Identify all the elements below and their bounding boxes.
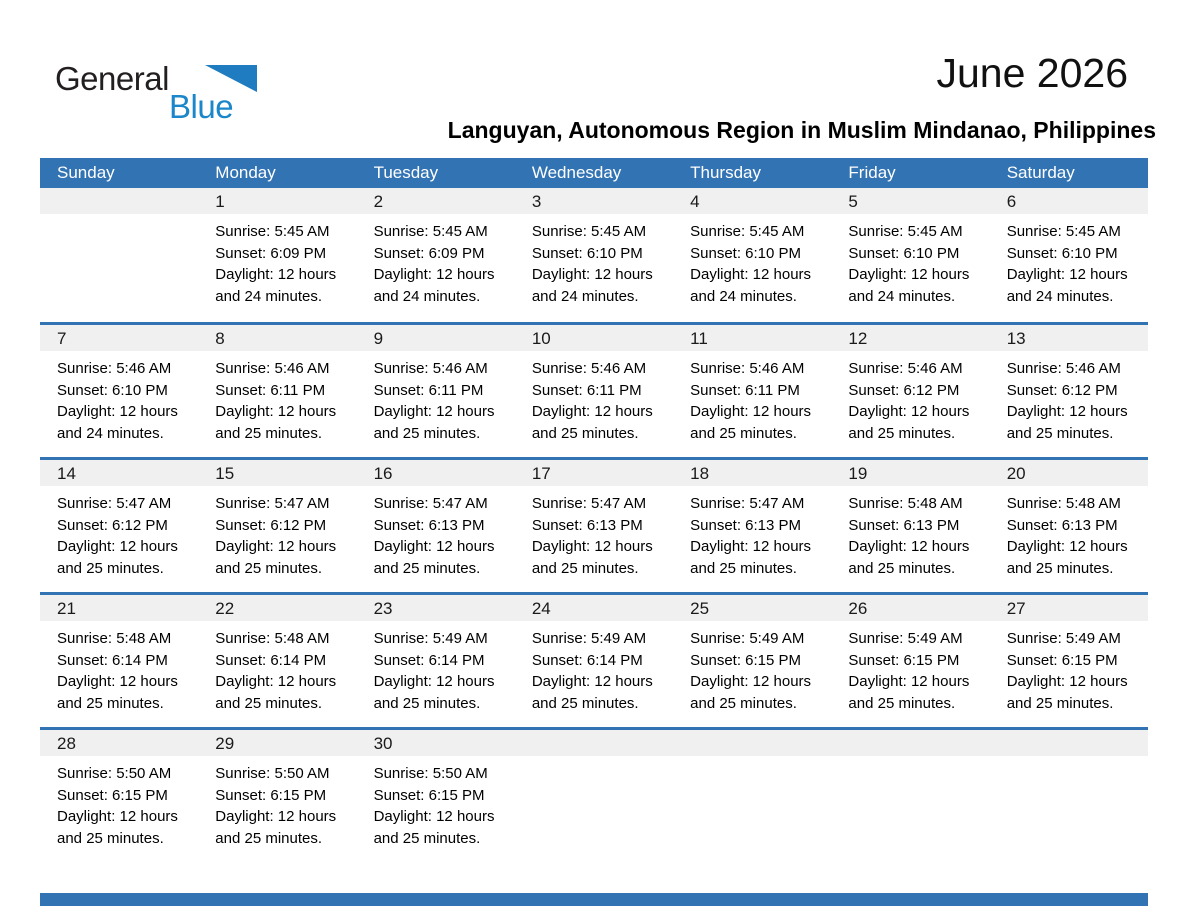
day-info (198, 214, 350, 307)
day-number: 6 (990, 188, 1148, 214)
day-number: 19 (831, 460, 989, 486)
daylight-text: Daylight: 12 hours and 25 minutes. (848, 673, 970, 712)
sunrise-text: Sunrise: 5:48 AM (215, 630, 330, 647)
sunrise-text: Sunrise: 5:45 AM (848, 223, 963, 240)
sunset-text: Sunset: 6:10 PM (848, 244, 960, 262)
sunset-text: Sunset: 6:13 PM (373, 516, 485, 534)
day-cell-23 (357, 595, 515, 727)
sunset-text: Sunset: 6:14 PM (531, 651, 643, 669)
sunset-text: Sunset: 6:15 PM (215, 786, 327, 804)
day-cell-10 (515, 325, 673, 457)
day-info (515, 486, 667, 579)
weekday-header-monday: Monday (215, 163, 276, 182)
day-number: 17 (515, 460, 673, 486)
sunrise-text: Sunrise: 5:47 AM (690, 495, 805, 512)
sunrise-text: Sunrise: 5:50 AM (373, 765, 488, 782)
day-cell-21 (40, 595, 198, 727)
day-info (40, 486, 192, 579)
day-info (831, 486, 983, 579)
month-title: June 2026 (936, 50, 1128, 96)
day-number: 10 (515, 325, 673, 351)
day-number: 5 (831, 188, 989, 214)
sunrise-text: Sunrise: 5:49 AM (373, 630, 488, 647)
day-info (357, 621, 509, 714)
day-cell-5 (831, 188, 989, 322)
logo-text-blue: Blue (169, 88, 234, 125)
daylight-text: Daylight: 12 hours and 25 minutes. (1006, 403, 1128, 442)
day-number (40, 188, 198, 214)
day-info (198, 621, 350, 714)
day-cell-9 (357, 325, 515, 457)
daylight-text: Daylight: 12 hours and 25 minutes. (1006, 538, 1128, 577)
day-cell-20 (990, 460, 1148, 592)
day-cell-27 (990, 595, 1148, 727)
week-row (40, 457, 1148, 592)
sunrise-text: Sunrise: 5:48 AM (848, 495, 963, 512)
weekday-header-thursday: Thursday (690, 163, 762, 182)
day-number: 27 (990, 595, 1148, 621)
day-info (673, 621, 825, 714)
day-number: 1 (198, 188, 356, 214)
day-number: 30 (357, 730, 515, 756)
day-cell-15 (198, 460, 356, 592)
sunrise-text: Sunrise: 5:46 AM (215, 360, 330, 377)
sunset-text: Sunset: 6:09 PM (373, 244, 485, 262)
daylight-text: Daylight: 12 hours and 25 minutes. (690, 673, 812, 712)
day-info (990, 351, 1142, 444)
day-number: 7 (40, 325, 198, 351)
sunrise-text: Sunrise: 5:49 AM (531, 630, 647, 647)
sunset-text: Sunset: 6:13 PM (1006, 516, 1118, 534)
footer-bar (40, 893, 1148, 906)
weekday-header-sunday: Sunday (57, 163, 115, 182)
sunset-text: Sunset: 6:10 PM (1006, 244, 1118, 262)
day-info (40, 756, 192, 849)
sunset-text: Sunset: 6:12 PM (57, 516, 168, 534)
day-info (198, 756, 350, 849)
sunset-text: Sunset: 6:13 PM (848, 516, 960, 534)
daylight-text: Daylight: 12 hours and 25 minutes. (690, 538, 812, 577)
calendar-weeks (40, 188, 1148, 862)
sunrise-text: Sunrise: 5:45 AM (531, 223, 647, 240)
day-cell-1 (198, 188, 356, 322)
sunrise-text: Sunrise: 5:47 AM (215, 495, 330, 512)
sunset-text: Sunset: 6:10 PM (531, 244, 643, 262)
day-cell-29 (198, 730, 356, 862)
sunrise-text: Sunrise: 5:46 AM (373, 360, 488, 377)
day-number: 26 (831, 595, 989, 621)
daylight-text: Daylight: 12 hours and 25 minutes. (57, 808, 178, 847)
daylight-text: Daylight: 12 hours and 24 minutes. (690, 266, 812, 305)
daylight-text: Daylight: 12 hours and 24 minutes. (1006, 266, 1128, 305)
day-cell-16 (357, 460, 515, 592)
sunset-text: Sunset: 6:14 PM (215, 651, 327, 669)
sunset-text: Sunset: 6:13 PM (531, 516, 643, 534)
day-info (357, 486, 509, 579)
sunrise-text: Sunrise: 5:48 AM (1006, 495, 1121, 512)
sunset-text: Sunset: 6:13 PM (690, 516, 802, 534)
day-number (831, 730, 989, 756)
day-info (357, 214, 509, 307)
sunset-text: Sunset: 6:15 PM (373, 786, 485, 804)
day-cell-28 (40, 730, 198, 862)
day-number: 15 (198, 460, 356, 486)
sunset-text: Sunset: 6:15 PM (690, 651, 802, 669)
day-cell-26 (831, 595, 989, 727)
sunrise-text: Sunrise: 5:48 AM (57, 630, 172, 647)
sunset-text: Sunset: 6:10 PM (690, 244, 802, 262)
calendar-table (40, 158, 1148, 862)
day-cell-7 (40, 325, 198, 457)
day-number: 4 (673, 188, 831, 214)
sunset-text: Sunset: 6:15 PM (848, 651, 960, 669)
daylight-text: Daylight: 12 hours and 24 minutes. (848, 266, 970, 305)
day-info (673, 486, 825, 579)
day-info (990, 214, 1142, 307)
day-info (515, 214, 667, 307)
day-number: 28 (40, 730, 198, 756)
day-number: 24 (515, 595, 673, 621)
day-number: 14 (40, 460, 198, 486)
day-info (357, 351, 509, 444)
day-number: 18 (673, 460, 831, 486)
sunset-text: Sunset: 6:12 PM (215, 516, 327, 534)
day-number (990, 730, 1148, 756)
sunset-text: Sunset: 6:10 PM (57, 381, 168, 399)
day-info (673, 351, 825, 444)
week-row (40, 188, 1148, 322)
week-row (40, 592, 1148, 727)
day-info (198, 486, 350, 579)
day-cell-30 (357, 730, 515, 862)
sunrise-text: Sunrise: 5:46 AM (1006, 360, 1121, 377)
day-info (831, 351, 983, 444)
sunset-text: Sunset: 6:12 PM (1006, 381, 1118, 399)
day-number: 16 (357, 460, 515, 486)
daylight-text: Daylight: 12 hours and 25 minutes. (1006, 673, 1128, 712)
day-number: 20 (990, 460, 1148, 486)
day-info (673, 214, 825, 307)
weekday-header-friday: Friday (848, 163, 896, 182)
daylight-text: Daylight: 12 hours and 25 minutes. (373, 538, 495, 577)
day-info (990, 621, 1142, 714)
daylight-text: Daylight: 12 hours and 25 minutes. (690, 403, 812, 442)
day-number: 9 (357, 325, 515, 351)
day-cell-25 (673, 595, 831, 727)
sunrise-text: Sunrise: 5:45 AM (1006, 223, 1121, 240)
weekday-header-saturday: Saturday (1006, 163, 1075, 182)
daylight-text: Daylight: 12 hours and 25 minutes. (57, 538, 178, 577)
sunset-text: Sunset: 6:12 PM (848, 381, 960, 399)
day-info (990, 486, 1142, 579)
daylight-text: Daylight: 12 hours and 25 minutes. (215, 808, 337, 847)
sunset-text: Sunset: 6:14 PM (57, 651, 168, 669)
sunrise-text: Sunrise: 5:49 AM (1006, 630, 1121, 647)
daylight-text: Daylight: 12 hours and 25 minutes. (373, 808, 495, 847)
weekday-header-wednesday: Wednesday (531, 163, 622, 182)
day-cell-24 (515, 595, 673, 727)
sunset-text: Sunset: 6:11 PM (531, 381, 642, 399)
day-cell-3 (515, 188, 673, 322)
day-cell-12 (831, 325, 989, 457)
day-number: 11 (673, 325, 831, 351)
general-blue-logo (55, 60, 234, 125)
daylight-text: Daylight: 12 hours and 24 minutes. (531, 266, 653, 305)
day-cell-13 (990, 325, 1148, 457)
location-title: Languyan, Autonomous Region in Muslim Mindanao, Philippines (447, 117, 1156, 143)
sunset-text: Sunset: 6:11 PM (373, 381, 484, 399)
day-cell-17 (515, 460, 673, 592)
logo-text-general: General (55, 60, 169, 97)
sunrise-text: Sunrise: 5:46 AM (690, 360, 805, 377)
sunset-text: Sunset: 6:15 PM (1006, 651, 1118, 669)
daylight-text: Daylight: 12 hours and 25 minutes. (215, 673, 337, 712)
day-number: 22 (198, 595, 356, 621)
day-info (515, 351, 667, 444)
day-number: 25 (673, 595, 831, 621)
week-row (40, 322, 1148, 457)
day-info (515, 621, 667, 714)
day-cell-6 (990, 188, 1148, 322)
sunrise-text: Sunrise: 5:49 AM (690, 630, 805, 647)
day-cell-empty (40, 188, 198, 322)
day-number: 8 (198, 325, 356, 351)
daylight-text: Daylight: 12 hours and 25 minutes. (373, 403, 495, 442)
daylight-text: Daylight: 12 hours and 24 minutes. (215, 266, 337, 305)
sunrise-text: Sunrise: 5:46 AM (57, 360, 172, 377)
day-info (831, 214, 983, 307)
day-number: 12 (831, 325, 989, 351)
day-info (198, 351, 350, 444)
week-row (40, 727, 1148, 862)
sunrise-text: Sunrise: 5:49 AM (848, 630, 963, 647)
sunrise-text: Sunrise: 5:47 AM (531, 495, 647, 512)
sunset-text: Sunset: 6:09 PM (215, 244, 327, 262)
daylight-text: Daylight: 12 hours and 25 minutes. (57, 673, 178, 712)
sunrise-text: Sunrise: 5:46 AM (848, 360, 963, 377)
sunset-text: Sunset: 6:11 PM (690, 381, 800, 399)
day-number: 29 (198, 730, 356, 756)
sunrise-text: Sunrise: 5:50 AM (215, 765, 330, 782)
sunset-text: Sunset: 6:11 PM (215, 381, 326, 399)
daylight-text: Daylight: 12 hours and 25 minutes. (848, 538, 970, 577)
daylight-text: Daylight: 12 hours and 25 minutes. (215, 538, 337, 577)
day-number: 21 (40, 595, 198, 621)
sunrise-text: Sunrise: 5:46 AM (531, 360, 647, 377)
daylight-text: Daylight: 12 hours and 25 minutes. (531, 403, 653, 442)
day-cell-19 (831, 460, 989, 592)
day-cell-empty (515, 730, 673, 862)
daylight-text: Daylight: 12 hours and 25 minutes. (215, 403, 337, 442)
day-cell-4 (673, 188, 831, 322)
day-number (515, 730, 673, 756)
daylight-text: Daylight: 12 hours and 25 minutes. (848, 403, 970, 442)
sunset-text: Sunset: 6:14 PM (373, 651, 485, 669)
day-cell-empty (831, 730, 989, 862)
day-info (357, 756, 509, 849)
day-info (831, 621, 983, 714)
day-cell-2 (357, 188, 515, 322)
day-cell-22 (198, 595, 356, 727)
weekday-header-row (40, 158, 1148, 188)
sunrise-text: Sunrise: 5:47 AM (373, 495, 488, 512)
day-cell-14 (40, 460, 198, 592)
day-number: 13 (990, 325, 1148, 351)
day-cell-18 (673, 460, 831, 592)
day-cell-8 (198, 325, 356, 457)
daylight-text: Daylight: 12 hours and 24 minutes. (57, 403, 178, 442)
day-info (40, 621, 192, 714)
sunset-text: Sunset: 6:15 PM (57, 786, 168, 804)
day-info (40, 351, 192, 444)
sunrise-text: Sunrise: 5:45 AM (215, 223, 330, 240)
day-cell-empty (673, 730, 831, 862)
day-number (673, 730, 831, 756)
day-cell-11 (673, 325, 831, 457)
day-number: 23 (357, 595, 515, 621)
daylight-text: Daylight: 12 hours and 25 minutes. (531, 538, 653, 577)
daylight-text: Daylight: 12 hours and 25 minutes. (373, 673, 495, 712)
day-number: 3 (515, 188, 673, 214)
daylight-text: Daylight: 12 hours and 25 minutes. (531, 673, 653, 712)
daylight-text: Daylight: 12 hours and 24 minutes. (373, 266, 495, 305)
day-number: 2 (357, 188, 515, 214)
sunrise-text: Sunrise: 5:50 AM (57, 765, 172, 782)
sunrise-text: Sunrise: 5:45 AM (373, 223, 488, 240)
sunrise-text: Sunrise: 5:47 AM (57, 495, 172, 512)
sunrise-text: Sunrise: 5:45 AM (690, 223, 805, 240)
day-cell-empty (990, 730, 1148, 862)
weekday-header-tuesday: Tuesday (373, 163, 439, 182)
